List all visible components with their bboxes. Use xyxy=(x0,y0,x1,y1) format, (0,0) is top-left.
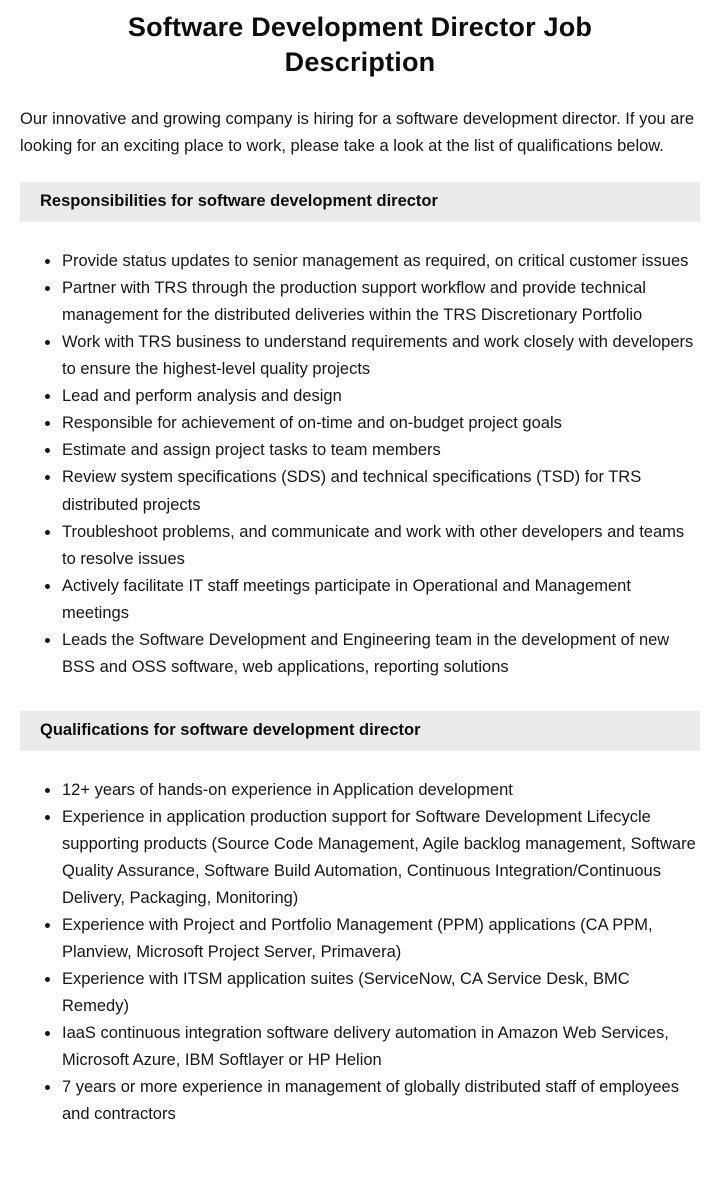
list-item: • Experience with ITSM application suites (ServiceNow, CA Service Desk, BMC Remedy) xyxy=(61,966,700,1020)
list-item: • Review system specifications (SDS) and technical specifications (TSD) for TRS distributed projects xyxy=(61,464,700,518)
intro-paragraph: Our innovative and growing company is hiring for a software development director. If you are looking for an exciting place to work, please take a look at the list of qualifications below. xyxy=(20,110,695,156)
page-title: Software Development Director Job Description xyxy=(127,12,593,78)
list-item: • Work with TRS business to understand requirements and work closely with developers to ensure the highest-level quality projects xyxy=(61,329,700,383)
list-item: • IaaS continuous integration software delivery automation in Amazon Web Services, Microsoft Azure, IBM Softlayer or HP Helion xyxy=(61,1020,700,1074)
qualifications-list xyxy=(20,777,700,1129)
qualifications-section-heading: Qualifications for software development director xyxy=(20,711,700,751)
list-item: • Troubleshoot problems, and communicate and work with other developers and teams to resolve issues xyxy=(61,519,700,573)
list-item: • Responsible for achievement of on-time and on-budget project goals xyxy=(61,410,700,437)
list-item: • 7 years or more experience in management of globally distributed staff of employees and contractors xyxy=(61,1074,700,1128)
list-item: • 12+ years of hands-on experience in Application development xyxy=(61,777,700,804)
responsibilities-list xyxy=(20,248,700,681)
list-item: • Experience with Project and Portfolio Management (PPM) applications (CA PPM, Planview, Microsoft Project Server, Primavera) xyxy=(61,912,700,966)
list-item: • Experience in application production support for Software Development Lifecycle supporting products (Source Code Management, Agile backlog management, Software Quality Assurance, Software Build Automation, Continuous Integration/Continuous Delivery, Packaging, Monitoring) xyxy=(61,804,700,912)
responsibilities-section-heading: Responsibilities for software development director xyxy=(20,182,700,222)
list-item: • Lead and perform analysis and design xyxy=(61,383,700,410)
list-item: • Partner with TRS through the production support workflow and provide technical management for the distributed deliveries within the TRS Discretionary Portfolio xyxy=(61,275,700,329)
list-item: • Estimate and assign project tasks to team members xyxy=(61,437,700,464)
list-item: • Actively facilitate IT staff meetings participate in Operational and Management meetings xyxy=(61,573,700,627)
list-item: • Provide status updates to senior management as required, on critical customer issues xyxy=(61,248,700,275)
list-item: • Leads the Software Development and Engineering team in the development of new BSS and OSS software, web applications, reporting solutions xyxy=(61,627,700,681)
